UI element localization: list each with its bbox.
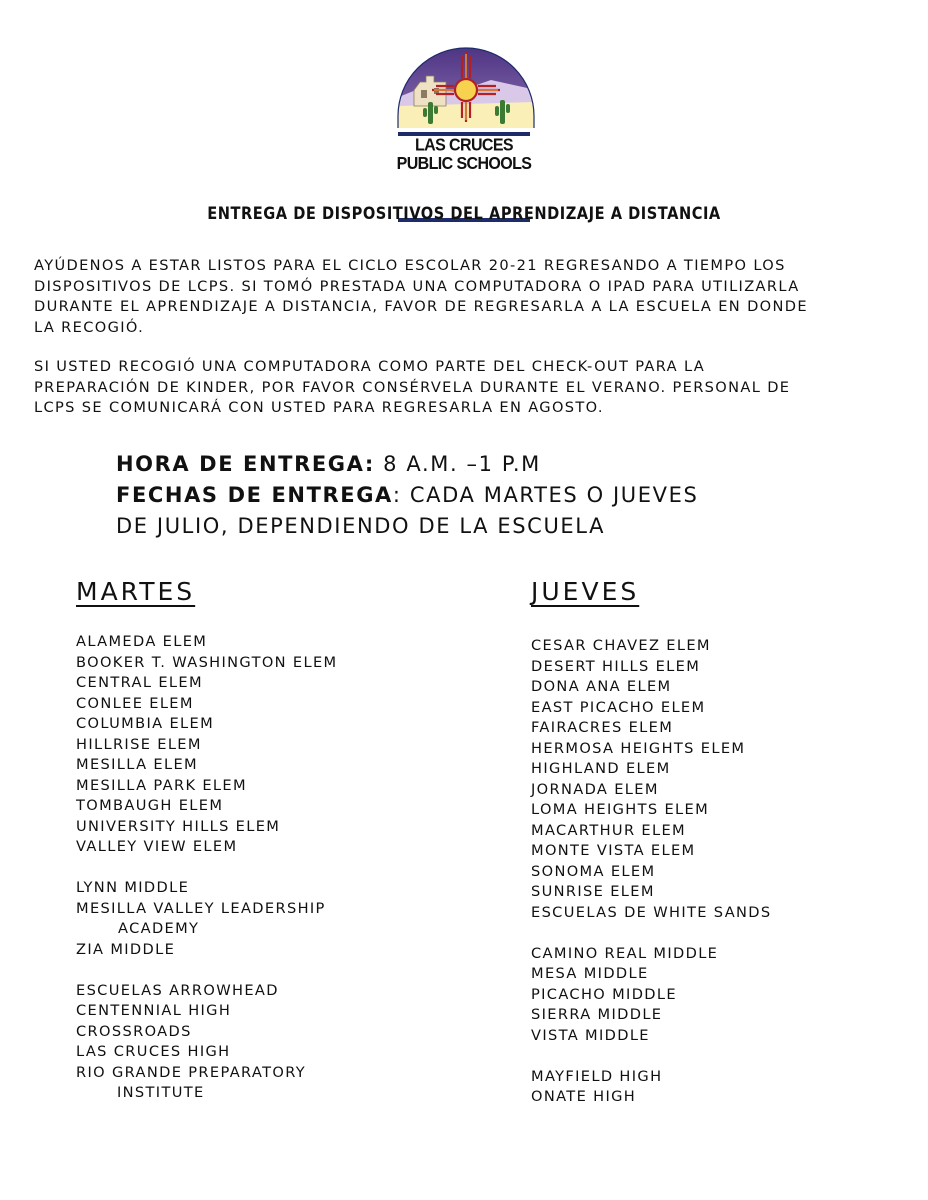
list-item: EAST PICACHO ELEM	[531, 698, 706, 716]
martes-school-list	[76, 632, 476, 1104]
list-item: MACARTHUR ELEM	[531, 821, 686, 839]
list-item: CONLEE ELEM	[76, 694, 194, 712]
list-item: FAIRACRES ELEM	[531, 719, 674, 736]
list-item: CAMINO REAL MIDDLE	[531, 944, 719, 962]
district-logo	[396, 46, 536, 180]
martes-heading: MARTES	[76, 577, 196, 606]
kinder-line-2: PREPARACIÓN DE KINDER, POR FAVOR CONSÉRVELA DURANTE EL VERANO. PERSONAL DE	[34, 378, 791, 396]
list-item: DESERT HILLS ELEM	[531, 657, 701, 675]
delivery-time-line	[116, 449, 896, 480]
list-item: JORNADA ELEM	[531, 780, 659, 798]
list-item: DONA ANA ELEM	[531, 678, 672, 695]
list-item: MESILLA VALLEY LEADERSHIP	[76, 899, 326, 917]
list-item: MONTE VISTA ELEM	[531, 842, 696, 859]
logo-rule-top	[398, 132, 530, 136]
list-item: CENTENNIAL HIGH	[76, 1002, 232, 1019]
kinder-line-1: SI USTED RECOGIÓ UNA COMPUTADORA COMO PARTE DEL CHECK-OUT PARA LA	[34, 358, 706, 375]
list-item: LAS CRUCES HIGH	[76, 1043, 231, 1060]
list-item: INSTITUTE	[117, 1084, 205, 1101]
list-item: UNIVERSITY HILLS ELEM	[76, 817, 281, 835]
list-item: CESAR CHAVEZ ELEM	[531, 637, 711, 654]
kinder-line-3: LCPS SE COMUNICARÁ CON USTED PARA REGRESARLA EN AGOSTO.	[34, 399, 604, 416]
list-item: VALLEY VIEW ELEM	[76, 838, 238, 855]
list-item: LYNN MIDDLE	[76, 879, 190, 896]
intro-line-4: LA RECOGIÓ.	[34, 318, 145, 336]
list-item: ZIA MIDDLE	[76, 940, 176, 958]
list-item: ESCUELAS DE WHITE SANDS	[531, 903, 772, 921]
list-item: MESILLA ELEM	[76, 756, 198, 773]
zia-sun-emblem-icon	[396, 46, 536, 128]
list-item: PICACHO MIDDLE	[531, 985, 677, 1003]
list-item: SUNRISE ELEM	[531, 883, 655, 900]
list-item: TOMBAUGH ELEM	[76, 797, 224, 814]
list-item: MAYFIELD HIGH	[531, 1067, 663, 1085]
jueves-heading: JUEVES	[531, 577, 640, 606]
list-item: RIO GRANDE PREPARATORY	[76, 1063, 307, 1081]
martes-column	[76, 576, 476, 1104]
logo-line-1: LAS CRUCES	[414, 136, 513, 155]
group-spacer	[76, 858, 476, 879]
list-item: ALAMEDA ELEM	[76, 633, 208, 650]
list-item: BOOKER T. WASHINGTON ELEM	[76, 653, 338, 671]
list-item: HILLRISE ELEM	[76, 735, 202, 753]
intro-line-3: DURANTE EL APRENDIZAJE A DISTANCIA, FAVOR DE REGRESARLA A LA ESCUELA EN DONDE	[34, 298, 808, 315]
jueves-column	[531, 576, 928, 1108]
delivery-time-value: 8 A.M. –1 P.M	[374, 452, 541, 476]
list-item: ESCUELAS ARROWHEAD	[76, 981, 279, 999]
delivery-dates-label: FECHAS DE ENTREGA	[116, 483, 393, 507]
list-item: HERMOSA HEIGHTS ELEM	[531, 739, 746, 757]
jueves-school-list	[531, 636, 928, 1108]
logo-line-2: PUBLIC SCHOOLS	[396, 155, 532, 174]
delivery-schedule	[116, 449, 896, 542]
list-item: SONOMA ELEM	[531, 862, 656, 880]
list-item: COLUMBIA ELEM	[76, 715, 215, 732]
intro-paragraph	[34, 256, 904, 338]
kinder-paragraph	[34, 357, 904, 419]
logo-wordmark	[396, 137, 532, 174]
group-spacer	[76, 960, 476, 981]
list-item: CROSSROADS	[76, 1022, 192, 1040]
delivery-dates-line-2: DE JULIO, DEPENDIENDO DE LA ESCUELA	[116, 514, 606, 538]
page-title: ENTREGA DE DISPOSITIVOS DEL APRENDIZAJE A DISTANCIA	[207, 204, 721, 224]
group-spacer	[531, 923, 928, 944]
delivery-time-label: HORA DE ENTREGA:	[116, 452, 375, 476]
intro-line-2: DISPOSITIVOS DE LCPS. SI TOMÓ PRESTADA UNA COMPUTADORA O IPAD PARA UTILIZARLA	[34, 277, 800, 295]
list-item: MESILLA PARK ELEM	[76, 776, 247, 794]
list-item: VISTA MIDDLE	[531, 1026, 650, 1044]
group-spacer	[531, 1046, 928, 1067]
intro-line-1: AYÚDENOS A ESTAR LISTOS PARA EL CICLO ESCOLAR 20-21 REGRESANDO A TIEMPO LOS	[34, 257, 786, 274]
delivery-dates-line	[116, 480, 896, 511]
list-item: MESA MIDDLE	[531, 965, 649, 982]
list-item: HIGHLAND ELEM	[531, 760, 671, 777]
list-item: CENTRAL ELEM	[76, 674, 203, 691]
list-item: ONATE HIGH	[531, 1088, 637, 1105]
list-item: LOMA HEIGHTS ELEM	[531, 801, 710, 818]
list-item: ACADEMY	[118, 920, 200, 937]
delivery-dates-value: : CADA MARTES O JUEVES	[392, 483, 699, 507]
list-item: SIERRA MIDDLE	[531, 1006, 663, 1023]
